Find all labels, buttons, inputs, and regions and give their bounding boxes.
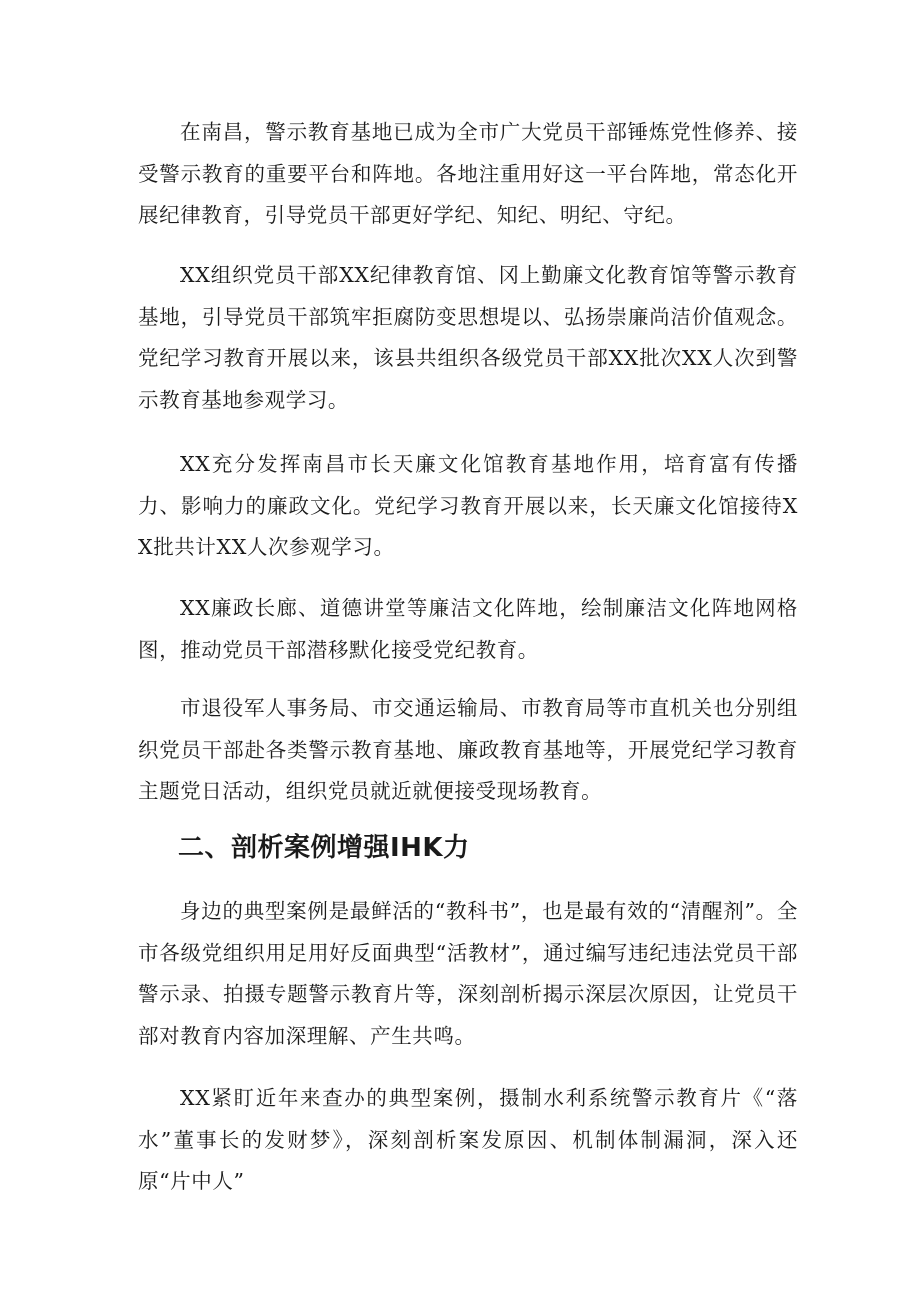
paragraph: 市退役军人事务局、市交通运输局、市教育局等市直机关也分别组织党员干部赴各类警示教育基地、廉政教育基地等，开展党纪学习教育主题党日活动，组织党员就近就便接受现场教育。: [138, 696, 798, 803]
paragraph: XX紧盯近年来查办的典型案例，摄制水利系统警示教育片《“落水”董事长的发财梦》，深刻剖析案发原因、机制体制漏洞，深入还原“片中人”: [138, 1086, 798, 1193]
paragraph: XX充分发挥南昌市长天廉文化馆教育基地作用，培育富有传播力、影响力的廉政文化。党纪学习教育开展以来，长天廉文化馆接待XX批共计XX人次参观学习。: [138, 452, 798, 559]
paragraph: XX廉政长廊、道德讲堂等廉洁文化阵地，绘制廉洁文化阵地网格图，推动党员干部潜移默化接受党纪教育。: [138, 596, 798, 662]
section-heading: 二、剖析案例增强IHK力: [178, 833, 470, 863]
paragraph: 身边的典型案例是最鲜活的“教科书”，也是最有效的“清醒剂”。全市各级党组织用足用好反面典型“活教材”，通过编写违纪违法党员干部警示录、拍摄专题警示教育片等，深刻剖析揭示深层次原因，让党员干部对教育内容加深理解、产生共鸣。: [138, 899, 798, 1048]
paragraph: XX组织党员干部XX纪律教育馆、冈上勤廉文化教育馆等警示教育基地，引导党员干部筑牢拒腐防变思想堤以、弘扬崇廉尚洁价值观念。党纪学习教育开展以来，该县共组织各级党员干部XX批次XX人次到警示教育基地参观学习。: [138, 263, 798, 412]
paragraph: 在南昌，警示教育基地已成为全市广大党员干部锤炼党性修养、接受警示教育的重要平台和阵地。各地注重用好这一平台阵地，常态化开展纪律教育，引导党员干部更好学纪、知纪、明纪、守纪。: [138, 120, 798, 227]
